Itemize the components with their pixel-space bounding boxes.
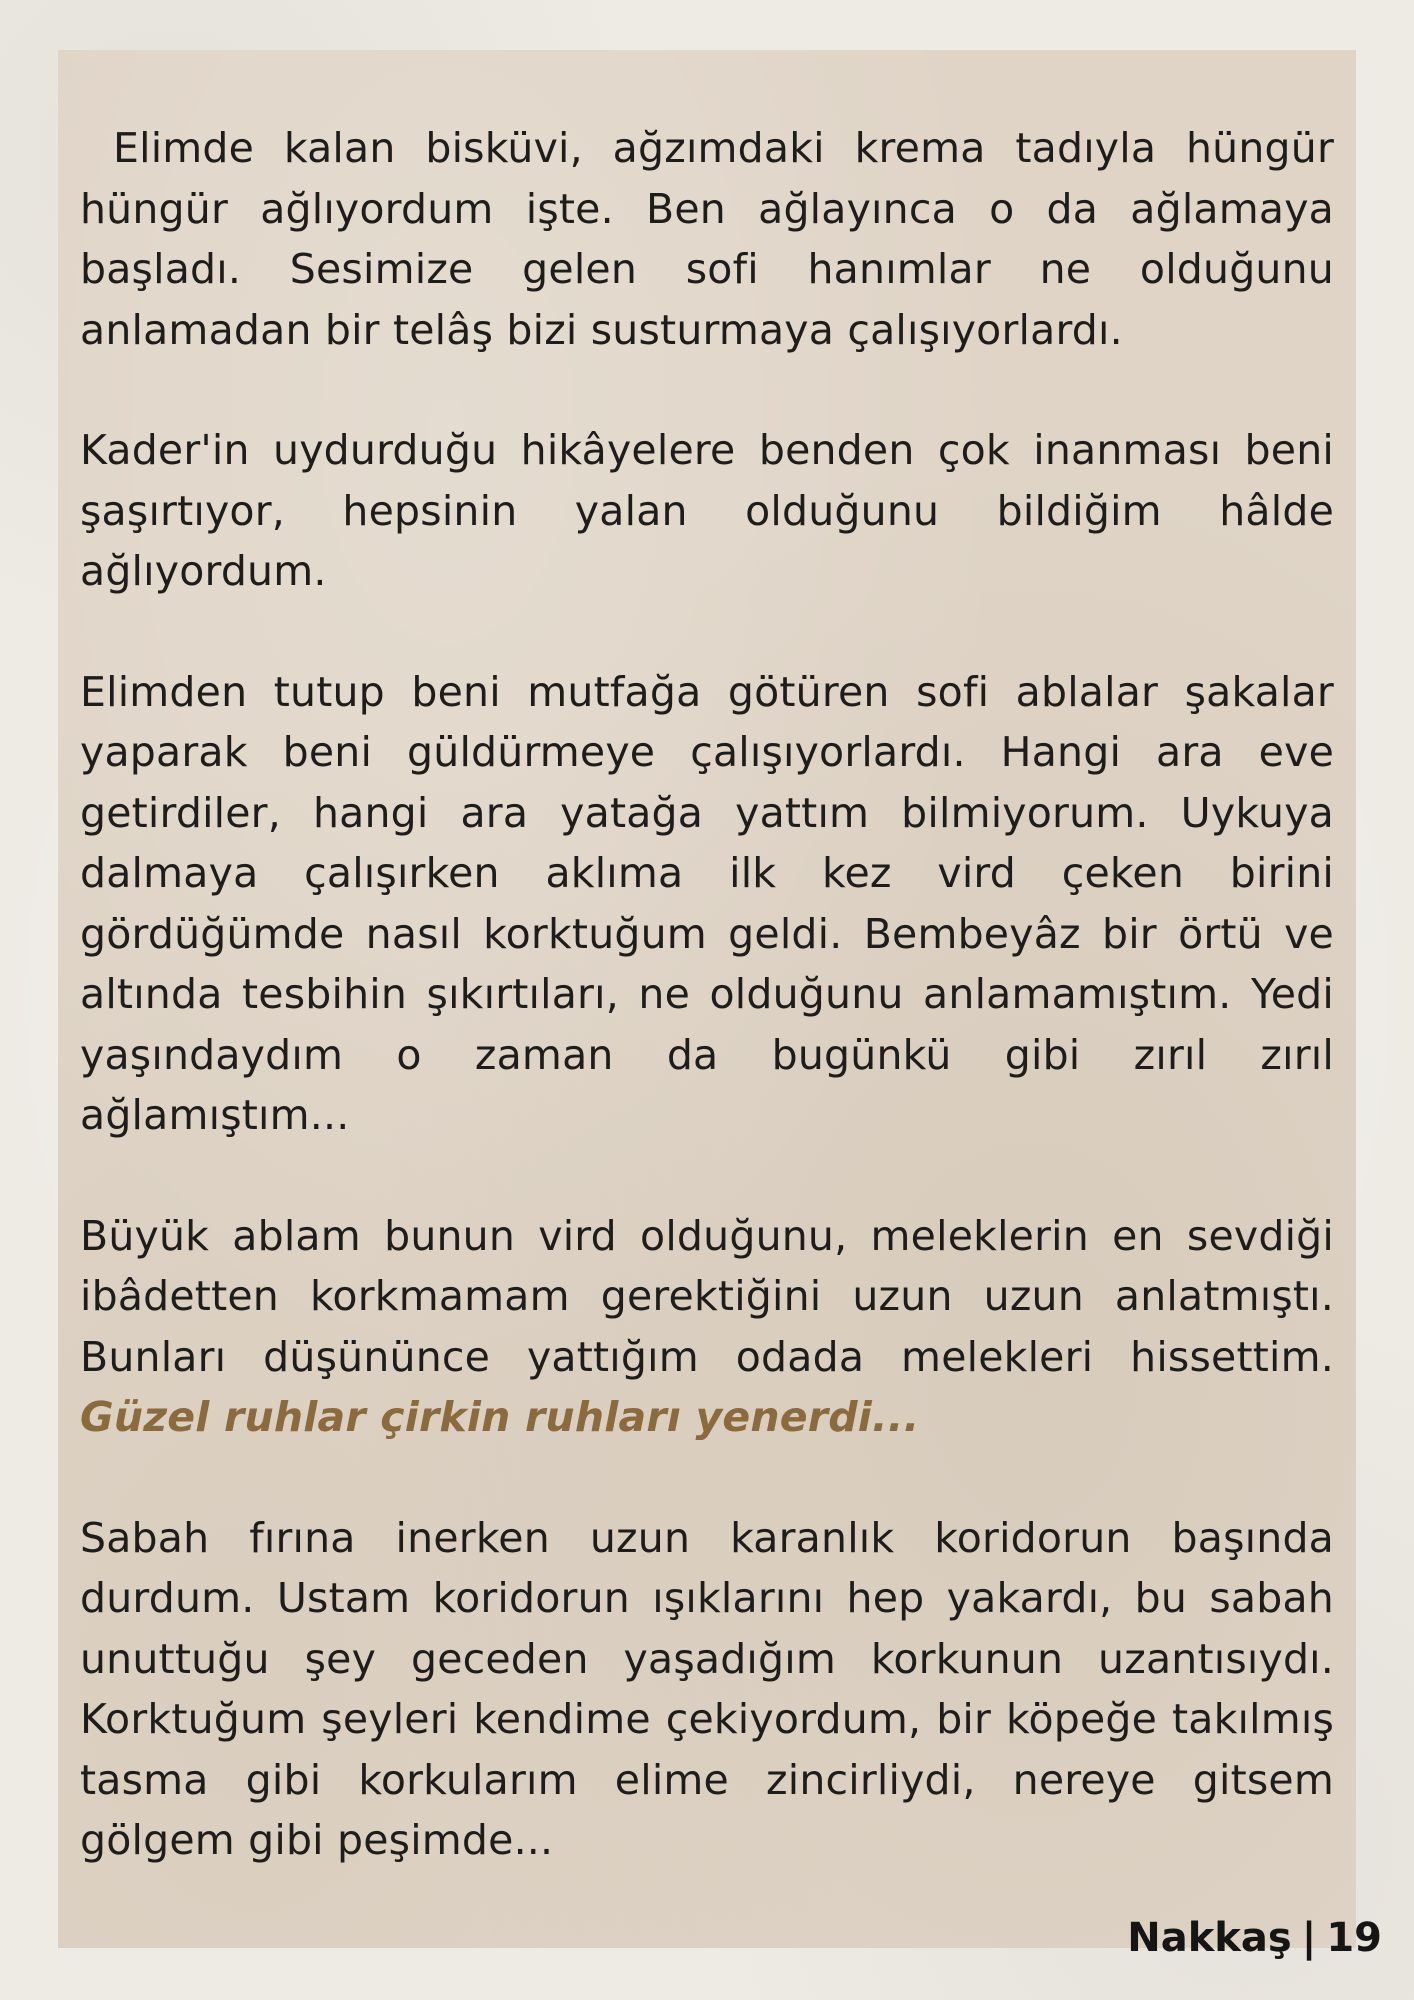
paragraph-4 [80,1206,1334,1448]
paragraph-1: Elimde kalan bisküvi, ağzımdaki krema tadıyla hüngür hüngür ağlıyordum işte. Ben ağlayınca o da ağlamaya başladı. Sesimize gelen sofi hanımlar ne olduğunu anlamadan bir telâş bizi susturmaya çalışıyorlardı. [80,124,1334,354]
paragraph-2: Kader'in uydurduğu hikâyelere benden çok inanması beni şaşırtıyor, hepsinin yalan olduğunu bildiğim hâlde ağlıyordum. [80,426,1334,595]
highlighted-quote: Güzel ruhlar çirkin ruhları yenerdi... [80,1393,920,1441]
paragraph-5: Sabah fırına inerken uzun karanlık koridorun başında durdum. Ustam koridorun ışıklarını hep yakardı, bu sabah unuttuğu şey geceden yaşadığım korkunun uzantısıydı. Korktuğum şeyleri kendime çekiyordum, bir köpeğe takılmış tasma gibi korkularım elime zincirliydi, nereye gitsem gölgem gibi peşimde... [80,1513,1334,1864]
footer-separator: | [1301,1915,1317,1961]
paragraph-4-text: Büyük ablam bunun vird olduğunu, meleklerin en sevdiği ibâdetten korkmamam gerektiğini uzun uzun anlatmıştı. Bunları düşününce yattığım odada melekleri hissettim. [80,1211,1334,1381]
paragraph-3: Elimden tutup beni mutfağa götüren sofi ablalar şakalar yaparak beni güldürmeye çalışıyorlardı. Hangi ara eve getirdiler, hangi ara yatağa yattım bilmiyorum. Uykuya dalmaya çalışırken aklıma ilk kez vird çeken birini gördüğümde nasıl korktuğum geldi. Bembeyâz bir örtü ve altında tesbihin şıkırtıları, ne olduğunu anlamamıştım. Yedi yaşındaydım o zaman da bugünkü gibi zırıl zırıl ağlamıştım... [80,667,1334,1139]
magazine-title: Nakkaş [1127,1915,1292,1961]
story-text [80,118,1334,1931]
page-footer [1127,1915,1382,1961]
page-number: 19 [1326,1915,1382,1961]
